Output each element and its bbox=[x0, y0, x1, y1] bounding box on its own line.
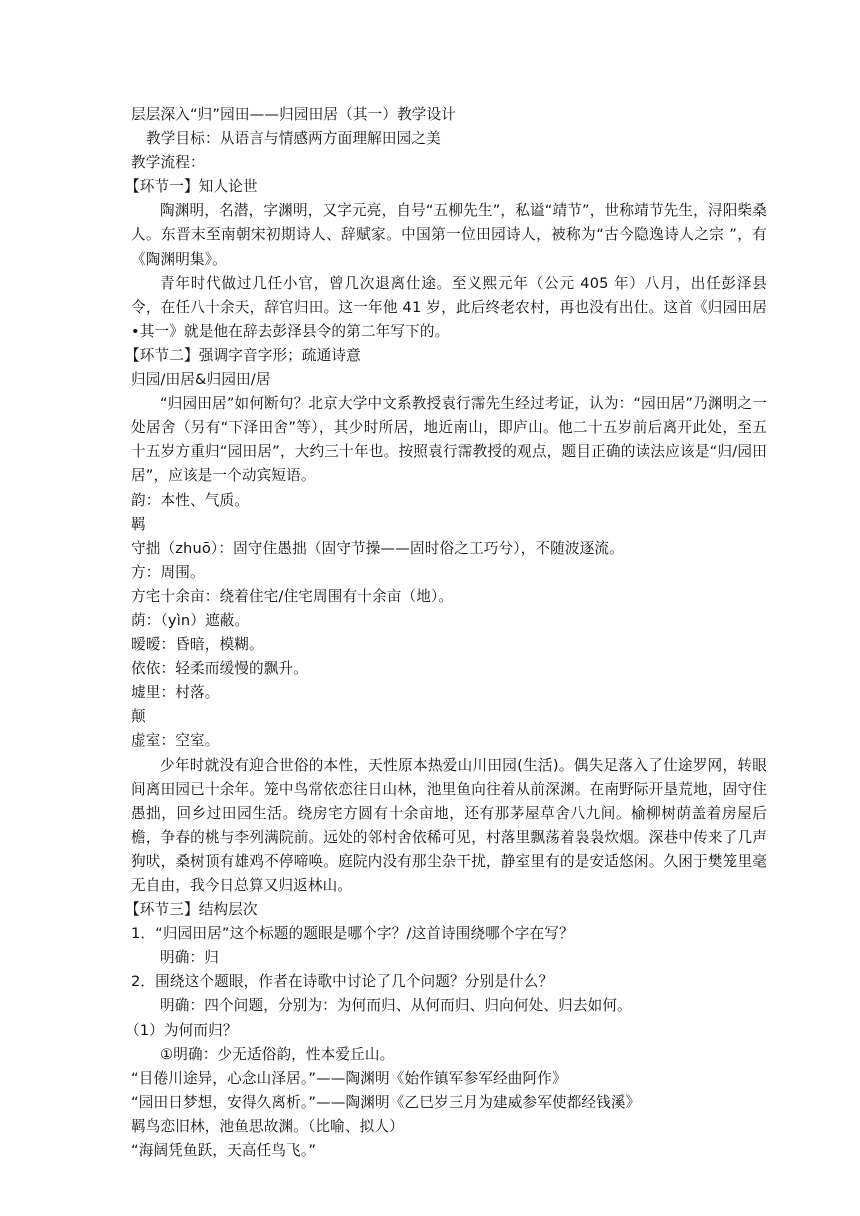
section-heading-3: 【环节三】结构层次 bbox=[125, 901, 258, 919]
document-title: 层层深入“归”园田——归园田居（其一）教学设计 bbox=[131, 106, 457, 123]
answer-1: 明确：归 bbox=[160, 949, 219, 967]
document-body bbox=[125, 103, 767, 1163]
quote-3: 羁鸟恋旧林，池鱼思故渊。（比喻、拟人） bbox=[131, 1117, 404, 1135]
vocab-note: 依依：轻柔而缓慢的飘升。 bbox=[131, 660, 308, 678]
question-2: 2．围绕这个题眼，作者在诗歌中讨论了几个问题？分别是什么？ bbox=[131, 973, 554, 991]
vocab-note: 墟里：村落。 bbox=[131, 684, 220, 702]
section-heading-1: 【环节一】知人论世 bbox=[125, 178, 258, 196]
vocab-note: 虚室：空室。 bbox=[131, 732, 220, 750]
paragraph-title-reading: “归园田居”如何断句？北京大学中文系教授袁行霈先生经过考证，认为：“园田居”乃渊明之一处居舍（另有“下泽田舍”等），其少时所居，地近南山，即庐山。他二十五岁前后离开此处，至五十五岁方重归“园田居”，大约三十年也。按照袁行霈教授的观点，题目正确的读法应该是“归/园田居”，应该是一个动宾短语。 bbox=[131, 395, 767, 485]
vocab-note: 羁 bbox=[131, 515, 146, 533]
vocab-note: 方：周围。 bbox=[131, 563, 205, 581]
sub-answer-1: ①明确：少无适俗韵，性本爱丘山。 bbox=[160, 1045, 395, 1063]
quote-2: “园田日梦想，安得久离析。”——陶渊明《乙巳岁三月为建威参军使都经钱溪》 bbox=[131, 1093, 641, 1111]
vocab-note: 方宅十余亩：绕着住宅/住宅周围有十余亩（地）。 bbox=[131, 587, 454, 605]
teaching-goal: 教学目标：从语言与情感两方面理解田园之美 bbox=[146, 130, 441, 148]
sub-question-1: （1）为何而归？ bbox=[125, 1021, 238, 1039]
quote-1: “目倦川途异，心念山泽居。”——陶渊明《始作镇军参军经曲阿作》 bbox=[131, 1069, 567, 1087]
answer-2: 明确：四个问题，分别为：为何而归、从何而归、归向何处、归去如何。 bbox=[160, 997, 632, 1015]
paragraph-translation: 少年时就没有迎合世俗的本性，天性原本热爱山川田园(生活)。偶失足落入了仕途罗网，转眼间离田园已十余年。笼中鸟常依恋往日山林，池里鱼向往着从前深渊。在南野际开垦荒地，固守住愚拙，回乡过田园生活。绕房宅方圆有十余亩地，还有那茅屋草舍八九间。榆柳树荫盖着房屋后檐，争春的桃与李列满院前。远处的邻村舍依稀可见，村落里飘荡着袅袅炊烟。深巷中传来了几声狗吠，桑树顶有雄鸡不停啼唤。庭院内没有那尘杂干扰，静室里有的是安适悠闲。久困于樊笼里毫无自由，我今日总算又归返林山。 bbox=[131, 756, 767, 894]
vocab-note: 韵：本性、气质。 bbox=[131, 491, 249, 509]
quote-4: “海阔凭鱼跃，天高任鸟飞。” bbox=[131, 1142, 317, 1160]
vocab-note: 守拙（zhuō）：固守住愚拙（固守节操——固时俗之工巧兮），不随波逐流。 bbox=[131, 539, 624, 557]
paragraph-author-career: 青年时代做过几任小官，曾几次退离仕途。至义熙元年（公元 405 年）八月，出任彭泽县令，在任八十余天，辞官归田。这一年他 41 岁，此后终老农村，再也没有出仕。这首《归园田居•其一》就是他在辞去彭泽县令的第二年写下的。 bbox=[131, 274, 767, 340]
vocab-note: 暧暧：昏暗，模糊。 bbox=[131, 636, 264, 654]
vocab-note: 颠 bbox=[131, 708, 146, 726]
flow-label: 教学流程： bbox=[131, 154, 205, 172]
vocab-note: 荫：（yìn）遮蔽。 bbox=[131, 611, 250, 629]
section-heading-2: 【环节二】强调字音字形；疏通诗意 bbox=[125, 346, 361, 364]
paragraph-author-intro: 陶渊明，名潜，字渊明，又字元亮，自号“五柳先生”，私谥“靖节”，世称靖节先生，浔阳柴桑人。东晋末至南朝宋初期诗人、辞赋家。中国第一位田园诗人，被称为“古今隐逸诗人之宗 ”，有《陶渊明集》。 bbox=[131, 202, 767, 268]
title-segmentation: 归园/田居&归园田/居 bbox=[131, 371, 271, 389]
question-1: 1．“归园田居”这个标题的题眼是哪个字？/这首诗围绕哪个字在写？ bbox=[131, 925, 574, 943]
